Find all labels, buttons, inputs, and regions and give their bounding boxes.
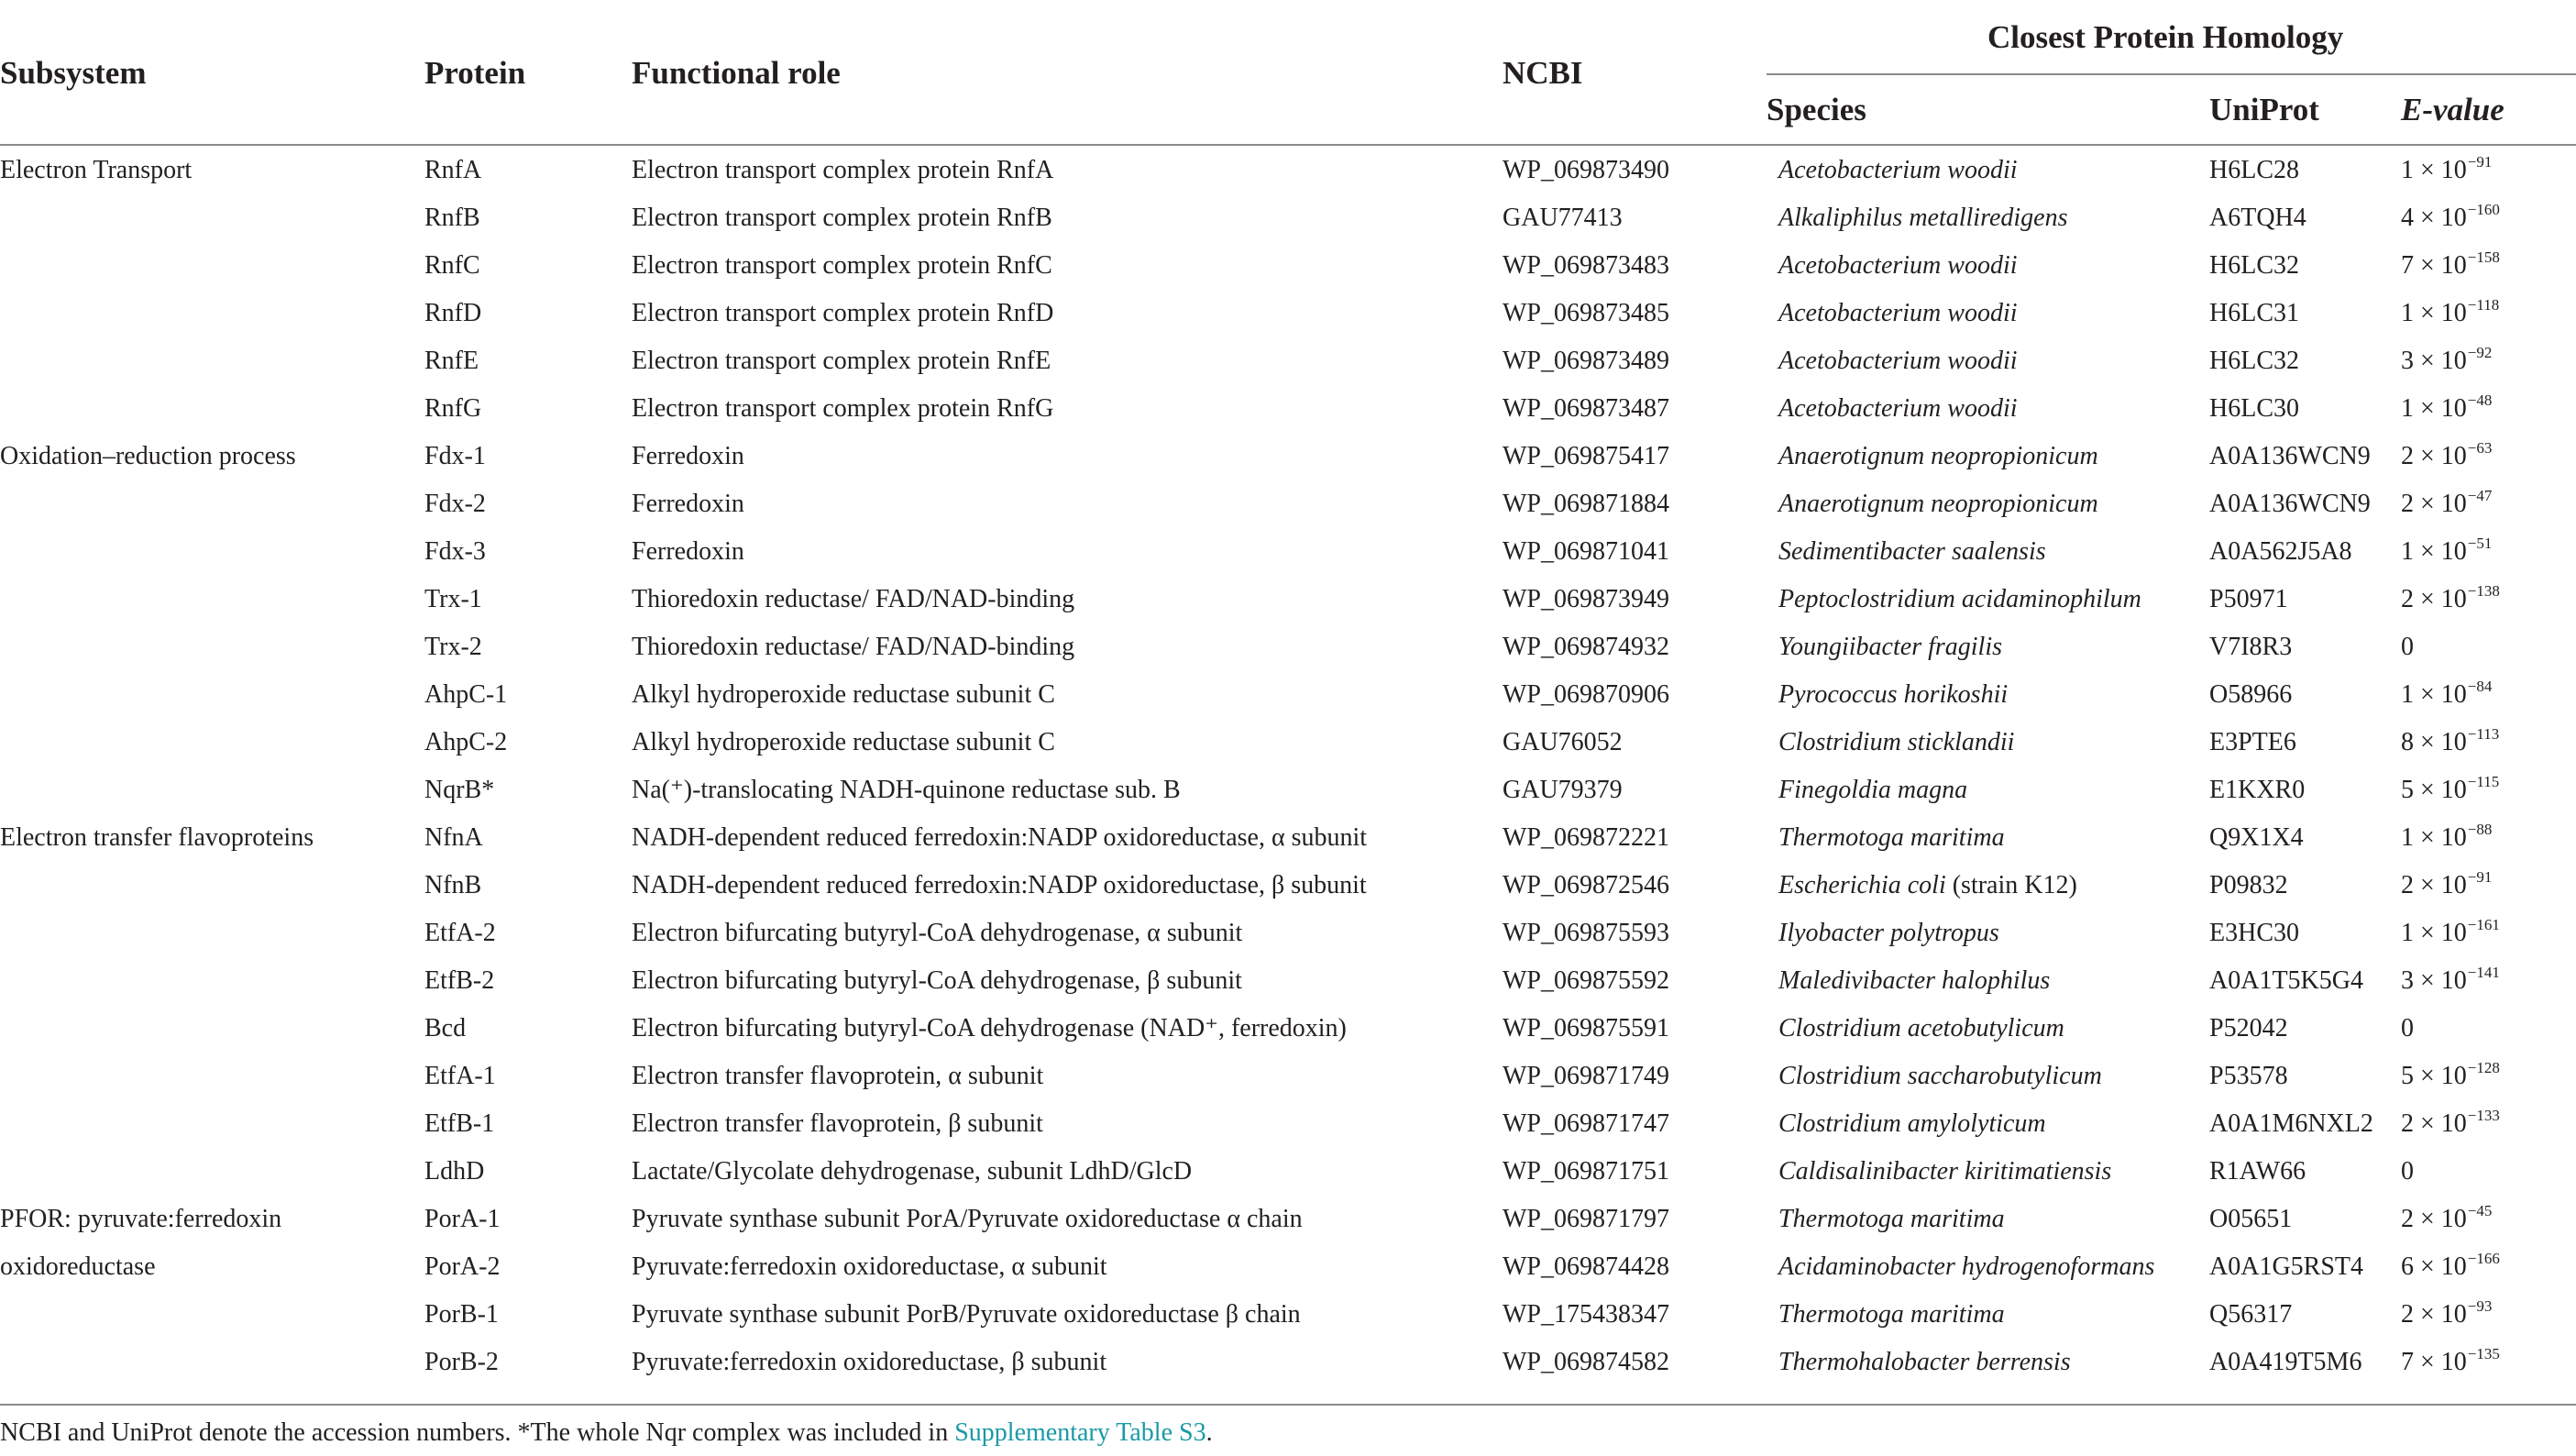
cell-protein: PorA-2 [424, 1252, 501, 1281]
e-value-mantissa: 2 × 10 [2401, 871, 2467, 899]
cell-protein: PorA-1 [424, 1205, 501, 1233]
header-closest-protein-homology: Closest Protein Homology [1987, 19, 2344, 55]
cell-ncbi: WP_069872221 [1503, 823, 1669, 852]
cell-uniprot: E3PTE6 [2209, 728, 2296, 756]
cell-functional-role: Electron transport complex protein RnfC [632, 251, 1052, 280]
species-name: Clostridium acetobutylicum [1778, 1014, 2064, 1042]
cell-ncbi: WP_069871041 [1503, 537, 1669, 566]
e-value-mantissa: 2 × 10 [2401, 1300, 2467, 1329]
cell-protein: EtfB-1 [424, 1109, 495, 1138]
cell-uniprot: A0A136WCN9 [2209, 442, 2371, 470]
cell-e-value [2401, 725, 2500, 756]
species-name: Acetobacterium woodii [1778, 347, 2018, 375]
cell-ncbi: WP_069873489 [1503, 347, 1669, 375]
species-name: Acetobacterium woodii [1778, 394, 2018, 423]
e-value-exponent: −133 [2467, 1107, 2500, 1124]
cell-e-value [2401, 1059, 2500, 1090]
cell-uniprot: H6LC28 [2209, 156, 2299, 184]
cell-protein: AhpC-1 [424, 680, 508, 709]
cell-species [1778, 301, 2018, 326]
cell-functional-role: Electron transport complex protein RnfE [632, 347, 1051, 375]
cell-e-value [2401, 1345, 2500, 1376]
cell-species [1778, 1111, 2046, 1137]
cell-e-value [2401, 821, 2493, 852]
e-value-mantissa: 1 × 10 [2401, 299, 2467, 327]
cell-uniprot: A0A1T5K5G4 [2209, 966, 2363, 995]
header-functional-role: Functional role [632, 55, 841, 91]
e-value-mantissa: 3 × 10 [2401, 966, 2467, 995]
cell-species [1778, 873, 2077, 899]
cell-protein: Bcd [424, 1014, 467, 1042]
cell-functional-role: Electron transfer flavoprotein, α subunit [632, 1062, 1044, 1090]
e-value-mantissa: 7 × 10 [2401, 251, 2467, 280]
cell-species [1778, 205, 2067, 231]
cell-protein: PorB-1 [424, 1300, 499, 1329]
cell-protein: NfnA [424, 823, 483, 852]
cell-e-value [2401, 392, 2493, 423]
e-value-exponent: −161 [2467, 916, 2500, 933]
cell-protein: Fdx-1 [424, 442, 486, 470]
cell-species [1778, 396, 2018, 422]
cell-functional-role: Electron transport complex protein RnfG [632, 394, 1054, 423]
cell-protein: PorB-2 [424, 1348, 499, 1376]
cell-e-value [2401, 201, 2500, 232]
e-value-exponent: −88 [2467, 821, 2493, 838]
cell-uniprot: P52042 [2209, 1014, 2288, 1042]
cell-uniprot: A0A1M6NXL2 [2209, 1109, 2373, 1138]
cell-protein: EtfB-2 [424, 966, 495, 995]
cell-functional-role: Thioredoxin reductase/ FAD/NAD-binding [632, 585, 1075, 613]
e-value-mantissa: 2 × 10 [2401, 585, 2467, 613]
cell-functional-role: Pyruvate:ferredoxin oxidoreductase, α subunit [632, 1252, 1107, 1281]
e-value-exponent: −45 [2467, 1202, 2493, 1219]
cell-protein: RnfE [424, 347, 479, 375]
cell-species [1778, 253, 2018, 279]
species-name: Acidaminobacter hydrogenoformans [1778, 1252, 2155, 1281]
cell-functional-role: Na(⁺)-translocating NADH-quinone reductase sub. B [632, 776, 1181, 804]
cell-protein: NqrB* [424, 776, 495, 804]
cell-ncbi: WP_069871747 [1503, 1109, 1669, 1138]
e-value-exponent: −138 [2467, 582, 2500, 600]
header-e-value: E-value [2401, 92, 2504, 127]
species-name: Thermotoga maritima [1778, 1205, 2005, 1233]
cell-ncbi: GAU79379 [1503, 776, 1623, 804]
species-name: Finegoldia magna [1778, 776, 1968, 804]
e-value-mantissa: 2 × 10 [2401, 1205, 2467, 1233]
cell-uniprot: O05651 [2209, 1205, 2293, 1233]
cell-uniprot: R1AW66 [2209, 1157, 2306, 1186]
cell-e-value [2401, 868, 2493, 899]
species-name: Clostridium sticklandii [1778, 728, 2015, 756]
cell-protein: RnfB [424, 204, 480, 232]
e-value-mantissa: 2 × 10 [2401, 1109, 2467, 1138]
cell-functional-role: NADH-dependent reduced ferredoxin:NADP oxidoreductase, β subunit [632, 871, 1367, 899]
cell-protein: Fdx-2 [424, 490, 486, 518]
cell-uniprot: Q9X1X4 [2209, 823, 2304, 852]
cell-subsystem: Electron transfer flavoproteins [0, 823, 314, 852]
e-value-exponent: −118 [2467, 296, 2500, 314]
e-value-exponent: −166 [2467, 1250, 2500, 1267]
cell-species [1778, 921, 1999, 946]
cell-functional-role: Ferredoxin [632, 442, 744, 470]
e-value-exponent: −113 [2467, 725, 2500, 743]
cell-protein: NfnB [424, 871, 482, 899]
cell-protein: RnfC [424, 251, 480, 280]
e-value-mantissa: 7 × 10 [2401, 1348, 2467, 1376]
species-name: Anaerotignum neopropionicum [1778, 442, 2098, 470]
cell-species [1778, 1159, 2111, 1185]
cell-species [1778, 348, 2018, 374]
cell-uniprot: P50971 [2209, 585, 2288, 613]
header-uniprot: UniProt [2209, 92, 2319, 127]
species-name: Acetobacterium woodii [1778, 251, 2018, 280]
cell-ncbi: GAU77413 [1503, 204, 1623, 232]
cell-functional-role: Ferredoxin [632, 537, 744, 566]
cell-functional-role: Thioredoxin reductase/ FAD/NAD-binding [632, 633, 1075, 661]
cell-ncbi: WP_069872546 [1503, 871, 1669, 899]
species-name: Alkaliphilus metalliredigens [1778, 204, 2068, 232]
cell-species [1778, 1064, 2102, 1089]
species-name: Sedimentibacter saalensis [1778, 537, 2046, 566]
cell-subsystem: oxidoreductase [0, 1252, 156, 1281]
cell-functional-role: Electron bifurcating butyryl-CoA dehydrogenase, α subunit [632, 919, 1243, 947]
cell-species [1778, 730, 2014, 756]
cell-functional-role: Alkyl hydroperoxide reductase subunit C [632, 728, 1055, 756]
cell-e-value [2401, 344, 2493, 375]
cell-species [1778, 968, 2050, 994]
cell-protein: LdhD [424, 1157, 485, 1186]
cell-subsystem: Electron Transport [0, 156, 193, 184]
cell-functional-role: Electron transport complex protein RnfD [632, 299, 1054, 327]
e-value-mantissa: 1 × 10 [2401, 823, 2467, 852]
e-value-mantissa: 6 × 10 [2401, 1252, 2467, 1281]
species-name: Maledivibacter halophilus [1778, 966, 2051, 995]
cell-ncbi: WP_069871884 [1503, 490, 1669, 518]
e-value-exponent: −135 [2467, 1345, 2500, 1362]
cell-e-value [2401, 634, 2415, 660]
e-value-mantissa: 0 [2401, 633, 2414, 661]
cell-species [1778, 634, 2002, 660]
e-value-mantissa: 1 × 10 [2401, 394, 2467, 423]
cell-species [1778, 444, 2098, 469]
cell-uniprot: H6LC32 [2209, 251, 2299, 280]
header-protein: Protein [424, 55, 526, 91]
e-value-exponent: −141 [2467, 964, 2500, 981]
cell-ncbi: WP_069873487 [1503, 394, 1669, 423]
cell-species [1778, 1254, 2154, 1280]
cell-uniprot: V7I8R3 [2209, 633, 2293, 661]
e-value-exponent: −91 [2467, 153, 2493, 171]
header-ncbi: NCBI [1503, 55, 1583, 91]
cell-species [1778, 491, 2098, 517]
e-value-exponent: −47 [2467, 487, 2493, 504]
cell-functional-role: Pyruvate synthase subunit PorA/Pyruvate oxidoreductase α chain [632, 1205, 1303, 1233]
species-name: Thermohalobacter berrensis [1778, 1348, 2071, 1376]
cell-ncbi: WP_069873490 [1503, 156, 1669, 184]
cell-e-value [2401, 248, 2500, 280]
header-subsystem: Subsystem [0, 55, 147, 91]
e-value-exponent: −84 [2467, 678, 2493, 695]
e-value-exponent: −48 [2467, 392, 2493, 409]
cell-ncbi: WP_069873483 [1503, 251, 1669, 280]
e-value-exponent: −92 [2467, 344, 2493, 361]
cell-species [1778, 1302, 2005, 1328]
e-value-mantissa: 1 × 10 [2401, 919, 2467, 947]
cell-e-value [2401, 1202, 2493, 1233]
cell-ncbi: WP_069875592 [1503, 966, 1669, 995]
cell-functional-role: Lactate/Glycolate dehydrogenase, subunit LdhD/GlcD [632, 1157, 1193, 1186]
cell-e-value [2401, 296, 2500, 327]
cell-e-value [2401, 487, 2493, 518]
cell-functional-role: Pyruvate:ferredoxin oxidoreductase, β subunit [632, 1348, 1107, 1376]
species-name: Youngiibacter fragilis [1778, 633, 2003, 661]
cell-ncbi: WP_069874428 [1503, 1252, 1669, 1281]
e-value-exponent: −51 [2467, 535, 2493, 552]
supplementary-table-link[interactable]: Supplementary Table S3 [954, 1418, 1206, 1447]
cell-e-value [2401, 1016, 2415, 1042]
cell-functional-role: Electron bifurcating butyryl-CoA dehydrogenase (NAD⁺, ferredoxin) [632, 1014, 1347, 1042]
cell-protein: EtfA-1 [424, 1062, 496, 1090]
cell-uniprot: P09832 [2209, 871, 2288, 899]
header-species: Species [1767, 92, 1866, 127]
cell-uniprot: Q56317 [2209, 1300, 2293, 1329]
table-bottom-rule [0, 1404, 2576, 1406]
species-name: Thermotoga maritima [1778, 823, 2005, 852]
cell-protein: RnfD [424, 299, 482, 327]
cell-uniprot: H6LC31 [2209, 299, 2299, 327]
cell-species [1778, 778, 1967, 803]
e-value-exponent: −93 [2467, 1297, 2493, 1315]
e-value-mantissa: 3 × 10 [2401, 347, 2467, 375]
cell-ncbi: WP_069871751 [1503, 1157, 1669, 1186]
cell-e-value [2401, 582, 2500, 613]
cell-protein: AhpC-2 [424, 728, 508, 756]
cell-species [1778, 682, 2008, 708]
species-name: Anaerotignum neopropionicum [1778, 490, 2098, 518]
cell-functional-role: Ferredoxin [632, 490, 744, 518]
species-name: Caldisalinibacter kiritimatiensis [1778, 1157, 2112, 1186]
cell-protein: RnfA [424, 156, 482, 184]
cell-ncbi: WP_069874582 [1503, 1348, 1669, 1376]
cell-e-value [2401, 678, 2493, 709]
cell-species [1778, 539, 2046, 565]
header-bottom-rule [0, 144, 2576, 146]
cell-uniprot: A0A419T5M6 [2209, 1348, 2362, 1376]
e-value-mantissa: 5 × 10 [2401, 1062, 2467, 1090]
cell-functional-role: Electron transport complex protein RnfB [632, 204, 1052, 232]
cell-subsystem: PFOR: pyruvate:ferredoxin [0, 1205, 282, 1233]
e-value-exponent: −63 [2467, 439, 2493, 457]
cell-protein: Fdx-3 [424, 537, 486, 566]
species-name: Acetobacterium woodii [1778, 156, 2018, 184]
cell-species [1778, 587, 2141, 612]
e-value-mantissa: 1 × 10 [2401, 156, 2467, 184]
cell-ncbi: WP_069873949 [1503, 585, 1669, 613]
cell-ncbi: WP_069871749 [1503, 1062, 1669, 1090]
cell-species [1778, 1350, 2071, 1375]
cell-uniprot: E3HC30 [2209, 919, 2299, 947]
cell-e-value [2401, 535, 2493, 566]
cell-functional-role: Electron bifurcating butyryl-CoA dehydrogenase, β subunit [632, 966, 1242, 995]
cell-uniprot: A0A562J5A8 [2209, 537, 2352, 566]
e-value-exponent: −128 [2467, 1059, 2500, 1076]
e-value-mantissa: 5 × 10 [2401, 776, 2467, 804]
e-value-mantissa: 1 × 10 [2401, 680, 2467, 709]
species-name: Clostridium saccharobutylicum [1778, 1062, 2102, 1090]
e-value-mantissa: 1 × 10 [2401, 537, 2467, 566]
species-suffix: (strain K12) [1945, 871, 2077, 899]
cell-e-value [2401, 773, 2500, 804]
cell-functional-role: Electron transfer flavoprotein, β subunit [632, 1109, 1043, 1138]
e-value-exponent: −115 [2467, 773, 2500, 790]
footnote-text: NCBI and UniProt denote the accession numbers. *The whole Nqr complex was included in [0, 1418, 955, 1447]
cell-protein: Trx-2 [424, 633, 482, 661]
cell-uniprot: E1KXR0 [2209, 776, 2306, 804]
cell-species [1778, 825, 2005, 851]
e-value-exponent: −91 [2467, 868, 2493, 886]
cell-uniprot: H6LC32 [2209, 347, 2299, 375]
species-name: Escherichia coli [1778, 871, 1946, 899]
cell-e-value [2401, 439, 2493, 470]
cell-species [1778, 1016, 2064, 1042]
cell-e-value [2401, 1297, 2493, 1329]
cell-subsystem: Oxidation–reduction process [0, 442, 296, 470]
cell-e-value [2401, 1107, 2500, 1138]
cell-e-value [2401, 964, 2500, 995]
species-name: Acetobacterium woodii [1778, 299, 2018, 327]
cell-uniprot: A0A1G5RST4 [2209, 1252, 2364, 1281]
e-value-mantissa: 2 × 10 [2401, 442, 2467, 470]
cell-e-value [2401, 916, 2500, 947]
species-name: Peptoclostridium acidaminophilum [1778, 585, 2141, 613]
cell-functional-role: NADH-dependent reduced ferredoxin:NADP oxidoreductase, α subunit [632, 823, 1368, 852]
cell-ncbi: WP_069874932 [1503, 633, 1669, 661]
species-name: Clostridium amylolyticum [1778, 1109, 2046, 1138]
cell-species [1778, 1207, 2005, 1232]
cell-ncbi: GAU76052 [1503, 728, 1623, 756]
e-value-exponent: −160 [2467, 201, 2500, 218]
e-value-exponent: −158 [2467, 248, 2500, 266]
cell-functional-role: Electron transport complex protein RnfA [632, 156, 1054, 184]
cell-uniprot: H6LC30 [2209, 394, 2299, 423]
cell-species [1778, 158, 2018, 183]
cell-e-value [2401, 1250, 2500, 1281]
e-value-mantissa: 4 × 10 [2401, 204, 2467, 232]
species-name: Ilyobacter polytropus [1778, 919, 1999, 947]
cell-e-value [2401, 1159, 2415, 1185]
cell-ncbi: WP_175438347 [1503, 1300, 1669, 1329]
homology-group-rule [1767, 73, 2576, 75]
table-footnote [0, 1420, 1213, 1446]
cell-protein: EtfA-2 [424, 919, 496, 947]
species-name: Pyrococcus horikoshii [1778, 680, 2009, 709]
cell-protein: Trx-1 [424, 585, 482, 613]
e-value-mantissa: 2 × 10 [2401, 490, 2467, 518]
e-value-mantissa: 8 × 10 [2401, 728, 2467, 756]
cell-uniprot: O58966 [2209, 680, 2293, 709]
e-value-mantissa: 0 [2401, 1014, 2414, 1042]
cell-functional-role: Alkyl hydroperoxide reductase subunit C [632, 680, 1055, 709]
cell-ncbi: WP_069871797 [1503, 1205, 1669, 1233]
cell-e-value [2401, 153, 2493, 184]
cell-protein: RnfG [424, 394, 482, 423]
cell-ncbi: WP_069873485 [1503, 299, 1669, 327]
cell-ncbi: WP_069875593 [1503, 919, 1669, 947]
cell-ncbi: WP_069875417 [1503, 442, 1669, 470]
cell-functional-role: Pyruvate synthase subunit PorB/Pyruvate oxidoreductase β chain [632, 1300, 1301, 1329]
cell-ncbi: WP_069870906 [1503, 680, 1669, 709]
species-name: Thermotoga maritima [1778, 1300, 2005, 1329]
cell-uniprot: A6TQH4 [2209, 204, 2306, 232]
e-value-mantissa: 0 [2401, 1157, 2414, 1186]
cell-ncbi: WP_069875591 [1503, 1014, 1669, 1042]
cell-uniprot: A0A136WCN9 [2209, 490, 2371, 518]
footnote-end: . [1205, 1418, 1213, 1447]
cell-uniprot: P53578 [2209, 1062, 2288, 1090]
